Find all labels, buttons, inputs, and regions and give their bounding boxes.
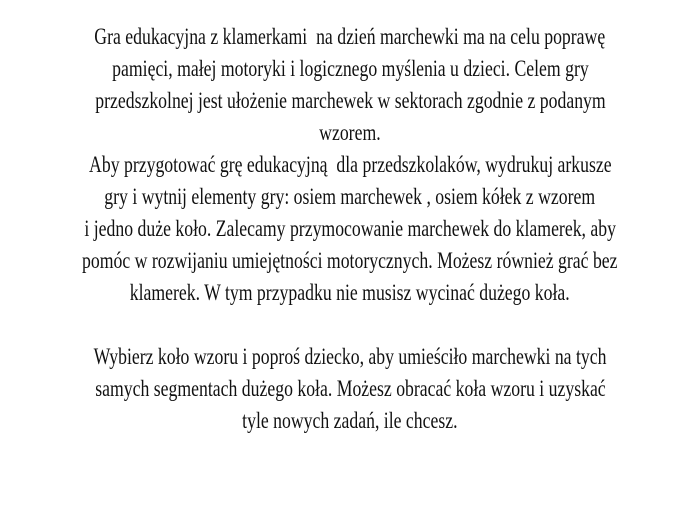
text-line [0,181,700,213]
text-line-content: klamerek. W tym przypadku nie musisz wycinać dużego koła. [129,280,571,305]
paragraph-preparation [0,149,700,309]
text-line [0,117,700,149]
text-line-content: Gra edukacyjna z klamerkami na dzień marchewki ma na celu poprawę [94,24,606,49]
text-line-content: i jedno duże koło. Zalecamy przymocowanie marchewek do klamerek, aby [84,216,616,241]
text-line [0,149,700,181]
text-line [0,405,700,437]
text-line-content: wzorem. [319,120,381,145]
text-line [0,53,700,85]
text-line-content: przedszkolnej jest ułożenie marchewek w sektorach zgodnie z podanym [94,88,606,113]
paragraph-intro [0,21,700,149]
text-line [0,277,700,309]
text-line [0,341,700,373]
text-line [0,21,700,53]
text-line-content: tyle nowych zadań, ile chcesz. [242,408,458,433]
paragraph-instructions [0,341,700,437]
text-line-content: gry i wytnij elementy gry: osiem marchewek , osiem kółek z wzorem [104,184,596,209]
document-body [0,21,700,437]
text-line-content: pamięci, małej motoryki i logicznego myślenia u dzieci. Celem gry [111,56,589,81]
text-line-content: Aby przygotować grę edukacyjną dla przedszkolaków, wydrukuj arkusze [88,152,612,177]
text-line [0,85,700,117]
paragraph-spacer [0,309,700,341]
text-line [0,373,700,405]
text-line-content: samych segmentach dużego koła. Możesz obracać koła wzoru i uzyskać [94,376,606,401]
text-line [0,213,700,245]
text-line-content: pomóc w rozwijaniu umiejętności motorycznych. Możesz również grać bez [82,248,618,273]
text-line-content: Wybierz koło wzoru i poproś dziecko, aby umieściło marchewki na tych [93,344,607,369]
text-line [0,245,700,277]
